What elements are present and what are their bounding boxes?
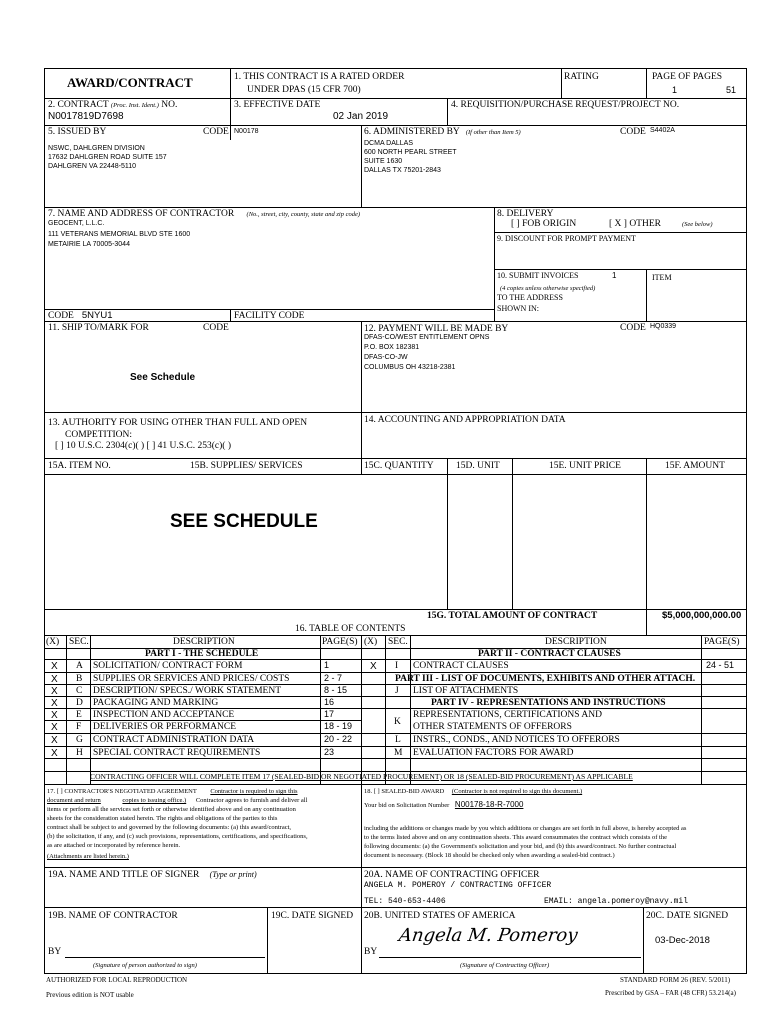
delivery-label: 8. DELIVERY (497, 209, 554, 219)
authority-usc: [ ] 10 U.S.C. 2304(c)( ) [ ] 41 U.S.C. 253(c)( ) (55, 441, 231, 451)
footer-prescribed-by: Prescribed by GSA – FAR (48 CFR) 53.214(a) (605, 989, 736, 997)
toc-desc-header: DESCRIPTION (173, 637, 235, 647)
payment-label: 12. PAYMENT WILL BE MADE BY (364, 324, 509, 334)
effective-date: 02 Jan 2019 (333, 111, 389, 122)
toc-part-2: PART II - CONTRACT CLAUSES (478, 649, 621, 659)
contractor-date-label: 19C. DATE SIGNED (271, 911, 354, 921)
contracting-officer-label: 20A. NAME OF CONTRACTING OFFICER (364, 870, 540, 880)
block-17-line-2: document and return copies to issuing office.) Contractor agrees to furnish and deliver all (47, 797, 308, 804)
contractor-by-label: BY (48, 947, 62, 957)
contractor-label: 7. NAME AND ADDRESS OF CONTRACTOR (No., street, city, county, state and zip code) (48, 209, 361, 219)
contractor-line-1: GEOCENT, L.L.C. (48, 220, 105, 227)
rating-label: RATING (564, 72, 599, 82)
block-18-text: following documents: (a) the Government's solicitation and your bid, and (b) this award/contract. No further contractual (364, 843, 677, 850)
co-date-label: 20C. DATE SIGNED (646, 911, 729, 921)
issued-line-1: NSWC, DAHLGREN DIVISION (48, 145, 145, 152)
rule (361, 321, 362, 474)
payment-line-4: COLUMBUS OH 43218-2381 (364, 364, 456, 371)
toc-part-1: PART I - THE SCHEDULE (145, 649, 259, 659)
toc-x: X (51, 686, 58, 697)
rule (494, 232, 746, 233)
block-18-text: document is necessary. (Block 18 should be checked only when awarding a sealed-bid contract.) (364, 852, 615, 859)
contractor-signature-line (65, 957, 265, 958)
toc-desc: INSPECTION AND ACCEPTANCE (93, 710, 235, 720)
rule (494, 207, 495, 321)
rule (230, 69, 231, 125)
co-signature: Angela M. Pomeroy (397, 925, 579, 946)
administered-line-4: DALLAS TX 75201-2843 (364, 167, 441, 174)
rule (66, 635, 67, 784)
rule (90, 635, 91, 784)
toc-pages: 23 (324, 747, 335, 757)
toc-pages-header-right: PAGE(S) (704, 637, 740, 647)
usa-label: 20B. UNITED STATES OF AMERICA (364, 911, 516, 921)
toc-x: X (51, 748, 58, 759)
rule (45, 207, 746, 208)
rule (361, 125, 362, 207)
toc-pages: 8 - 15 (324, 685, 348, 695)
contractor-line-3: METAIRIE LA 70005-3044 (48, 241, 130, 248)
toc-sec: D (76, 698, 83, 708)
page-number: 1 (672, 85, 678, 95)
toc-sec: H (76, 748, 83, 758)
form-title: AWARD/CONTRACT (67, 75, 193, 90)
toc-x-header: (X) (46, 637, 60, 647)
footer-local-reproduction: AUTHORIZED FOR LOCAL REPRODUCTION (46, 976, 188, 984)
toc-sec: J (395, 686, 399, 696)
toc-x: X (51, 698, 58, 709)
co-signature-line (379, 957, 641, 958)
administered-code: S4402A (650, 127, 675, 134)
toc-pages: 24 - 51 (706, 660, 735, 670)
rated-order-label: 1. THIS CONTRACT IS A RATED ORDER (234, 72, 405, 82)
administered-line-2: 600 NORTH PEARL STREET (364, 149, 457, 156)
toc-pages: 16 (324, 697, 335, 707)
authority-label: 13. AUTHORITY FOR USING OTHER THAN FULL AND OPEN (48, 418, 308, 428)
toc-pages: 1 (324, 660, 330, 670)
item-label: ITEM (652, 273, 672, 282)
rule (45, 733, 361, 734)
contractor-signature-caption: (Signature of person authorized to sign) (93, 962, 197, 969)
toc-sec: M (394, 748, 403, 758)
toc-x: X (51, 722, 58, 733)
rule (45, 907, 746, 908)
rule (646, 69, 647, 98)
rule (45, 609, 746, 610)
toc-sec: I (395, 661, 399, 671)
toc-pages: 20 - 22 (324, 734, 353, 744)
payment-code: HQ0339 (650, 323, 677, 330)
rule (447, 98, 448, 125)
contracting-officer-name: ANGELA M. POMEROY / CONTRACTING OFFICER (364, 881, 552, 890)
rule (701, 635, 702, 784)
toc-desc: EVALUATION FACTORS FOR AWARD (413, 748, 574, 758)
payment-code-label: CODE (620, 323, 646, 333)
rule (447, 458, 448, 609)
col-unit-price: 15E. UNIT PRICE (549, 461, 621, 471)
toc-desc: LIST OF ATTACHMENTS (413, 686, 519, 696)
rule (45, 474, 746, 475)
total-label: 15G. TOTAL AMOUNT OF CONTRACT (427, 611, 598, 621)
rule (561, 69, 562, 98)
rule (643, 907, 644, 973)
toc-desc: DELIVERIES OR PERFORMANCE (93, 722, 237, 732)
administered-by-label: 6. ADMINISTERED BY (If other than Item 5) (364, 127, 521, 137)
col-supplies: 15B. SUPPLIES/ SERVICES (190, 461, 303, 471)
toc-desc: OTHER STATEMENTS OF OFFERORS (413, 722, 572, 732)
toc-desc: SOLICITATION/ CONTRACT FORM (93, 661, 243, 671)
administered-line-1: DCMA DALLAS (364, 140, 414, 147)
block-18-head: 18. [ ] SEALED-BID AWARD (Contractor is not required to sign this document.) (364, 788, 583, 795)
toc-pages-header: PAGE(S) (322, 637, 358, 647)
toc-desc-header-right: DESCRIPTION (545, 637, 607, 647)
administered-code-label: CODE (620, 127, 646, 137)
block-17-text: as are attached or incorporated by reference herein. (47, 842, 181, 849)
co-by-label: BY (364, 947, 378, 957)
rule (45, 98, 746, 99)
toc-x-header-right: (X) (364, 637, 378, 647)
award-contract-form (44, 68, 747, 974)
toc-sec: F (76, 722, 82, 732)
issued-line-2: 17632 DAHLGREN ROAD SUITE 157 (48, 154, 167, 161)
toc-sec: A (76, 661, 83, 671)
toc-sec: C (76, 686, 83, 696)
col-item-no: 15A. ITEM NO. (48, 461, 111, 471)
contractor-line-2: 111 VETERANS MEMORIAL BLVD STE 1600 (48, 231, 191, 238)
toc-pages: 18 - 19 (324, 721, 353, 731)
rule (230, 125, 231, 140)
rule (646, 458, 647, 635)
block-17-text: items or perform all the services set forth or otherwise identified above and on any continuation (47, 806, 296, 813)
toc-sec-header: SEC. (69, 637, 89, 647)
rule (45, 412, 746, 413)
rule (410, 635, 411, 784)
toc-desc: REPRESENTATIONS, CERTIFICATIONS AND (413, 710, 602, 720)
facility-code-label: FACILITY CODE (234, 311, 305, 321)
rule (45, 125, 746, 126)
rule (45, 867, 746, 868)
block-18-bid: Your bid on Solicitation Number N00178-18-R-7000 (364, 800, 524, 809)
toc-x: X (370, 661, 377, 672)
toc-x: X (51, 674, 58, 685)
toc-desc: SPECIAL CONTRACT REQUIREMENTS (93, 748, 261, 758)
administered-line-3: SUITE 1630 (364, 158, 403, 165)
issued-by-label: 5. ISSUED BY (48, 127, 107, 137)
total-amount: $5,000,000,000.00 (662, 610, 742, 621)
payment-line-1: DFAS-CO/WEST ENTITLEMENT OPNS (364, 334, 490, 341)
toc-x: X (51, 710, 58, 721)
invoice-copies-note: (4 copies unless otherwise specified) (500, 285, 596, 292)
block-17-attachments: (Attachments are listed herein.) (47, 853, 129, 860)
submit-invoices-value: 1 (612, 271, 617, 280)
fob-origin: [ ] FOB ORIGIN (511, 219, 577, 229)
shown-in: SHOWN IN: (497, 304, 539, 313)
toc-desc: PACKAGING AND MARKING (93, 698, 219, 708)
submit-invoices-label: 10. SUBMIT INVOICES (497, 271, 579, 280)
issued-line-3: DAHLGREN VA 22448-5110 (48, 163, 137, 170)
delivery-other: [ X ] OTHER (609, 219, 661, 229)
footer-form-number: STANDARD FORM 26 (REV. 5/2011) (620, 976, 731, 984)
issued-code: N00178 (234, 128, 259, 135)
block-17-text: sheets for the consideration stated herein. The rights and obligations of the parties to this (47, 815, 278, 822)
delivery-other-note: (See below) (682, 221, 713, 228)
contract-number: N0017819D7698 (48, 111, 124, 122)
toc-sec: E (76, 710, 82, 720)
rule (45, 321, 746, 322)
block-17-head: 17. [ ] CONTRACTOR'S NEGOTIATED AGREEMENT Contractor is required to sign this (47, 788, 298, 795)
rule (361, 733, 746, 734)
toc-title: 16. TABLE OF CONTENTS (295, 624, 406, 634)
col-quantity: 15C. QUANTITY (364, 461, 434, 471)
toc-sec: L (395, 735, 401, 745)
page-of-pages-label: PAGE OF PAGES (652, 72, 723, 82)
payment-line-2: P.O. BOX 182381 (364, 344, 420, 351)
ship-to-label: 11. SHIP TO/MARK FOR (48, 323, 149, 333)
rule (230, 309, 231, 321)
rule (361, 635, 362, 784)
payment-line-3: DFAS-CO-JW (364, 354, 408, 361)
rule (361, 784, 362, 973)
toc-desc: SUPPLIES OR SERVICES AND PRICES/ COSTS (93, 674, 290, 684)
rule (45, 672, 746, 673)
signer-name-label: 19A. NAME AND TITLE OF SIGNER (Type or print) (48, 870, 257, 880)
rule (45, 973, 746, 974)
authority-competition: COMPETITION: (65, 430, 133, 440)
block-17-text: contract shall be subject to and governed by the following documents: (a) this award/contract, (47, 824, 292, 831)
ship-to-code-label: CODE (203, 323, 229, 333)
toc-desc: CONTRACT ADMINISTRATION DATA (93, 735, 255, 745)
toc-pages: 17 (324, 709, 335, 719)
rule (45, 458, 746, 459)
pages-total: 51 (726, 85, 737, 95)
toc-part-4: PART IV - REPRESENTATIONS AND INSTRUCTIONS (431, 698, 666, 708)
contracting-officer-tel: TEL: 540-653-4406 (364, 897, 446, 906)
ship-to-value: See Schedule (130, 372, 196, 383)
contractor-code: CODE 5NYU1 (48, 310, 113, 321)
toc-desc: CONTRACT CLAUSES (413, 661, 509, 671)
rule (267, 907, 268, 973)
rule (45, 746, 746, 747)
see-schedule-heading: SEE SCHEDULE (170, 511, 318, 532)
rule (494, 269, 746, 270)
toc-sec-header-right: SEC. (388, 637, 408, 647)
accounting-label: 14. ACCOUNTING AND APPROPRIATION DATA (364, 415, 566, 425)
toc-desc: INSTRS., CONDS., AND NOTICES TO OFFERORS (413, 735, 620, 745)
toc-desc: DESCRIPTION/ SPECS./ WORK STATEMENT (93, 686, 282, 696)
rule (385, 635, 386, 784)
rule (512, 458, 513, 609)
requisition-label: 4. REQUISITION/PURCHASE REQUEST/PROJECT NO. (451, 100, 680, 110)
issued-code-label: CODE (203, 127, 229, 137)
dpas-label: UNDER DPAS (15 CFR 700) (247, 85, 361, 95)
toc-part-3: PART III - LIST OF DOCUMENTS, EXHIBITS AND OTHER ATTACH. (395, 674, 696, 684)
effective-date-label: 3. EFFECTIVE DATE (234, 100, 321, 110)
block-18-text: to the terms listed above and on any continuation sheets. This award consummates the contract which consists of the (364, 834, 667, 841)
toc-sec: K (394, 717, 401, 727)
rule (320, 635, 321, 784)
col-unit: 15D. UNIT (456, 461, 500, 471)
rule (45, 635, 746, 636)
co-complete-note: CONTRACTING OFFICER WILL COMPLETE ITEM 17 (SEALED-BID OR NEGOTIATED PROCUREMENT) OR 18 (SEALED-BID PROCUREMENT) AS APPLICABLE (90, 772, 633, 781)
col-amount: 15F. AMOUNT (665, 461, 725, 471)
toc-x: X (51, 661, 58, 672)
co-date-signed: 03-Dec-2018 (655, 935, 710, 946)
toc-sec: G (76, 735, 83, 745)
co-signature-caption: (Signature of Contracting Officer) (460, 962, 550, 969)
footer-previous-edition: Previous edition is NOT usable (46, 991, 134, 999)
contract-number-label: 2. CONTRACT (Proc. Inst. Ident.) NO. (48, 100, 178, 110)
rule (45, 784, 746, 785)
contractor-name-label: 19B. NAME OF CONTRACTOR (48, 911, 178, 921)
discount-label: 9. DISCOUNT FOR PROMPT PAYMENT (497, 234, 636, 243)
toc-sec: B (76, 674, 83, 684)
rule (646, 269, 647, 321)
toc-pages: 2 - 7 (324, 673, 343, 683)
block-18-text: including the additions or changes made by you which additions or changes are set forth in full above, is hereby accepted as (364, 825, 687, 832)
to-the-address: TO THE ADDRESS (497, 293, 563, 302)
block-17-text: (b) the solicitation, if any, and (c) such provisions, representations, certifications, and specifications, (47, 833, 308, 840)
contracting-officer-email: EMAIL: angela.pomeroy@navy.mil (544, 897, 689, 906)
toc-x: X (51, 735, 58, 746)
